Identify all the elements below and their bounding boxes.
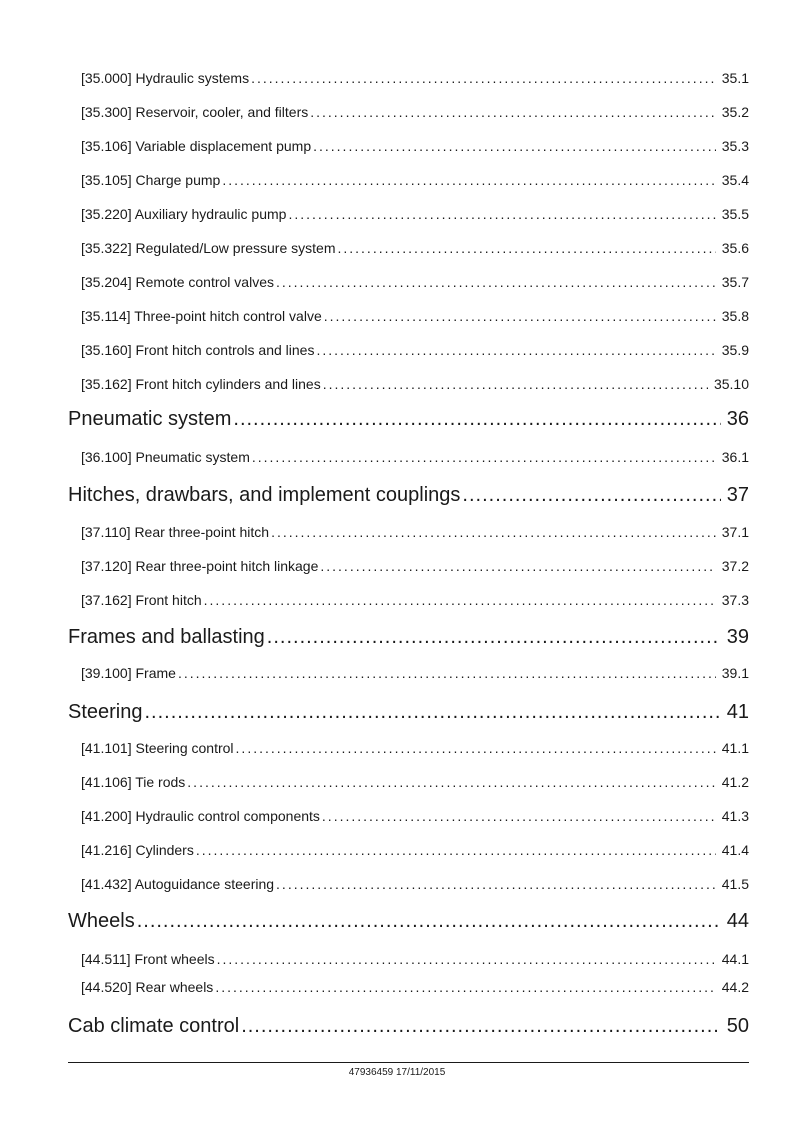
toc-page-number: 35.1	[721, 70, 749, 86]
toc-entry-title: [37.162] Front hitch	[81, 592, 202, 608]
toc-page-number: 35.9	[721, 342, 749, 358]
dot-leader	[276, 274, 716, 290]
toc-page-number: 39	[726, 626, 749, 648]
dot-leader	[178, 665, 716, 681]
toc-entry-title: [39.100] Frame	[81, 665, 176, 681]
dot-leader	[322, 808, 716, 824]
toc-entry[interactable]	[81, 876, 749, 892]
toc-page-number: 44	[726, 910, 749, 932]
toc-section-heading[interactable]	[68, 701, 749, 724]
toc-page-number: 35.2	[721, 104, 749, 120]
toc-page-number: 41.4	[721, 842, 749, 858]
toc-entry[interactable]	[81, 342, 749, 358]
toc-entry-title: [44.520] Rear wheels	[81, 979, 214, 995]
toc-section-title: Wheels	[68, 910, 135, 932]
toc-entry-title: [35.105] Charge pump	[81, 172, 221, 188]
toc-section-heading[interactable]	[68, 1015, 749, 1038]
toc-section-title: Frames and ballasting	[68, 626, 265, 648]
toc-entry-title: [35.322] Regulated/Low pressure system	[81, 240, 336, 256]
dot-leader	[215, 979, 715, 995]
toc-entry[interactable]	[81, 808, 749, 824]
toc-entry[interactable]	[81, 274, 749, 290]
toc-page-number: 35.7	[721, 274, 749, 290]
toc-page-number: 35.5	[721, 206, 749, 222]
footer-rule	[68, 1062, 749, 1063]
dot-leader	[276, 876, 716, 892]
toc-entry-title: [37.110] Rear three-point hitch	[81, 524, 270, 540]
toc-page-number: 50	[726, 1015, 749, 1037]
dot-leader	[337, 240, 715, 256]
dot-leader	[310, 104, 716, 120]
toc-page-number: 44.1	[721, 951, 749, 967]
toc-entry-title: [41.101] Steering control	[81, 740, 234, 756]
toc-entry[interactable]	[81, 524, 749, 540]
toc-page-number: 41.1	[721, 740, 749, 756]
toc-entry[interactable]	[81, 558, 749, 574]
dot-leader	[251, 70, 716, 86]
toc-page-number: 37.2	[721, 558, 749, 574]
toc-entry[interactable]	[81, 740, 749, 756]
toc-section-title: Steering	[68, 701, 143, 723]
toc-entry-title: [41.432] Autoguidance steering	[81, 876, 275, 892]
toc-page-number: 37	[726, 484, 749, 506]
toc-entry[interactable]	[81, 979, 749, 995]
toc-entry[interactable]	[81, 376, 749, 392]
dot-leader	[323, 376, 708, 392]
toc-page-number: 37.3	[721, 592, 749, 608]
toc-entry-title: [35.160] Front hitch controls and lines	[81, 342, 315, 358]
toc-entry-title: [41.200] Hydraulic control components	[81, 808, 320, 824]
toc-page-number: 36.1	[721, 449, 749, 465]
toc-page-number: 35.6	[721, 240, 749, 256]
toc-section-heading[interactable]	[68, 626, 749, 649]
toc-entry-title: [35.204] Remote control valves	[81, 274, 274, 290]
dot-leader	[187, 774, 715, 790]
dot-leader	[241, 1015, 721, 1038]
toc-section-title: Pneumatic system	[68, 408, 232, 430]
toc-page-number: 35.3	[721, 138, 749, 154]
toc-entry[interactable]	[81, 240, 749, 256]
dot-leader	[316, 342, 715, 358]
dot-leader	[320, 558, 715, 574]
toc-page-number: 41.5	[721, 876, 749, 892]
dot-leader	[145, 701, 721, 724]
toc-page-number: 37.1	[721, 524, 749, 540]
dot-leader	[288, 206, 715, 222]
toc-section-title: Hitches, drawbars, and implement couplings	[68, 484, 461, 506]
toc-page-number: 35.10	[713, 376, 749, 392]
toc-page-number: 41.3	[721, 808, 749, 824]
toc-entry-title: [44.511] Front wheels	[81, 951, 215, 967]
dot-leader	[233, 408, 720, 431]
toc-page-number: 35.4	[721, 172, 749, 188]
toc-page-number: 36	[726, 408, 749, 430]
toc-section-title: Cab climate control	[68, 1015, 240, 1037]
dot-leader	[324, 308, 716, 324]
toc-page-number: 44.2	[721, 979, 749, 995]
toc-page-number: 41.2	[721, 774, 749, 790]
toc-entry-title: [36.100] Pneumatic system	[81, 449, 250, 465]
dot-leader	[271, 524, 716, 540]
toc-entry[interactable]	[81, 206, 749, 222]
toc-page-number: 39.1	[721, 665, 749, 681]
toc-entry-title: [35.300] Reservoir, cooler, and filters	[81, 104, 309, 120]
toc-section-heading[interactable]	[68, 408, 749, 431]
toc-section-heading[interactable]	[68, 484, 749, 507]
dot-leader	[236, 740, 716, 756]
toc-entry-title: [35.162] Front hitch cylinders and lines	[81, 376, 321, 392]
toc-entry[interactable]	[81, 449, 749, 465]
toc-section-heading[interactable]	[68, 910, 749, 933]
toc-entry[interactable]	[81, 951, 749, 967]
toc-entry[interactable]	[81, 138, 749, 154]
dot-leader	[217, 951, 716, 967]
toc-entry[interactable]	[81, 842, 749, 858]
dot-leader	[137, 910, 721, 933]
dot-leader	[196, 842, 716, 858]
toc-entry-title: [35.000] Hydraulic systems	[81, 70, 250, 86]
dot-leader	[222, 172, 715, 188]
dot-leader	[252, 449, 716, 465]
toc-entry[interactable]	[81, 172, 749, 188]
toc-entry[interactable]	[81, 774, 749, 790]
toc-entry[interactable]	[81, 308, 749, 324]
toc-page-number: 41	[726, 701, 749, 723]
toc-entry-title: [35.220] Auxiliary hydraulic pump	[81, 206, 287, 222]
dot-leader	[462, 484, 720, 507]
toc-entry-title: [37.120] Rear three-point hitch linkage	[81, 558, 319, 574]
toc-entry-title: [41.106] Tie rods	[81, 774, 186, 790]
footer-doc-reference: 47936459 17/11/2015	[348, 1067, 446, 1078]
toc-entry[interactable]	[81, 104, 749, 120]
dot-leader	[267, 626, 721, 649]
toc-entry[interactable]	[81, 665, 749, 681]
toc-page-number: 35.8	[721, 308, 749, 324]
toc-entry[interactable]	[81, 70, 749, 86]
dot-leader	[313, 138, 716, 154]
toc-entry[interactable]	[81, 592, 749, 608]
toc-entry-title: [41.216] Cylinders	[81, 842, 194, 858]
toc-entry-title: [35.106] Variable displacement pump	[81, 138, 312, 154]
dot-leader	[204, 592, 716, 608]
toc-entry-title: [35.114] Three-point hitch control valve	[81, 308, 322, 324]
